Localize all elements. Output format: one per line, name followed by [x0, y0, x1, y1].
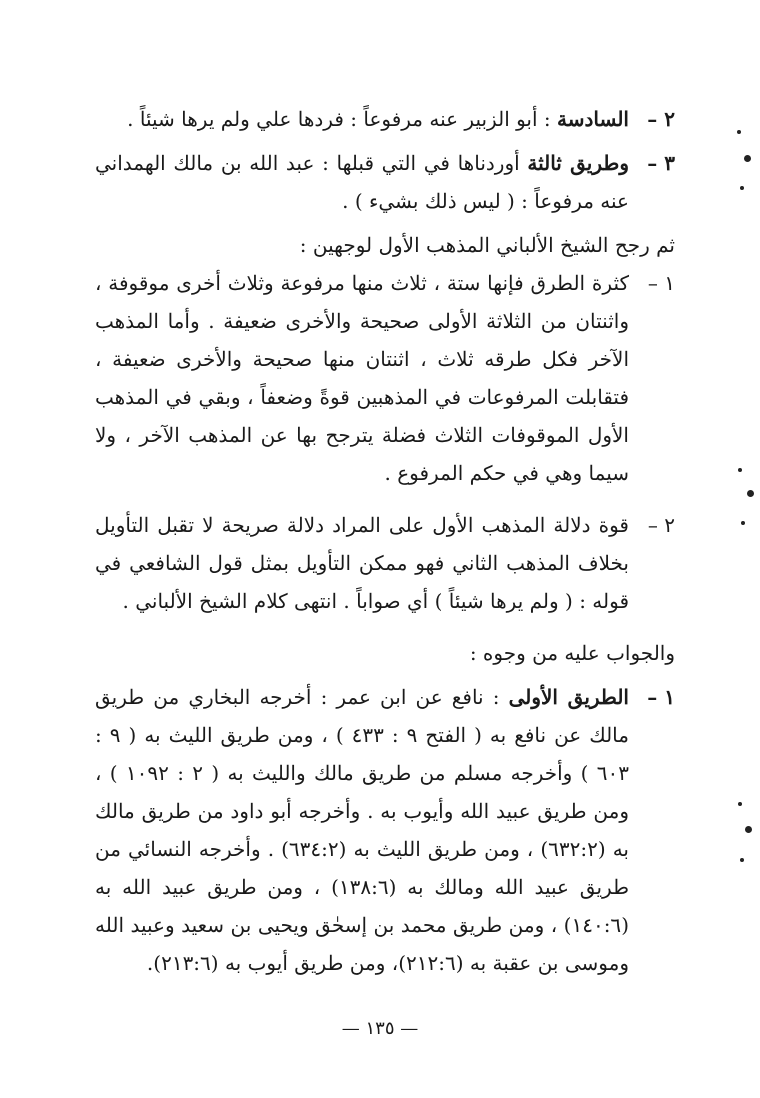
scan-mark — [737, 130, 741, 134]
item-number: ١ – — [647, 271, 675, 295]
item-number: ٢ – — [647, 513, 675, 537]
list-item — [95, 144, 675, 220]
item-number: ٣ – — [647, 151, 675, 175]
scan-mark — [740, 858, 744, 862]
scan-mark — [745, 826, 752, 833]
item-keyword: الطريق الأولى — [508, 685, 629, 709]
answer-intro: والجواب عليه من وجوه : — [469, 641, 675, 665]
scan-mark — [741, 521, 745, 525]
scan-mark — [747, 490, 754, 497]
list-item — [95, 264, 675, 492]
scan-mark — [744, 155, 751, 162]
list-item — [95, 506, 675, 620]
item-body — [95, 678, 629, 982]
page-text — [95, 100, 675, 982]
scan-mark — [738, 468, 742, 472]
item-number: ٢ – — [647, 107, 675, 131]
list-item — [95, 100, 675, 138]
item-body — [95, 100, 629, 138]
scan-mark — [738, 802, 742, 806]
item-text: قوة دلالة المذهب الأول على المراد دلالة صريحة لا تقبل التأويل بخلاف المذهب الثاني فهو ممكن التأويل بمثل قول الشافعي في قوله : ( ولم يرها شيئاً ) أي صواباً . انتهى كلام الشيخ الألباني . — [95, 513, 629, 613]
item-body — [95, 144, 629, 220]
item-text: أوردناها في التي قبلها : عبد الله بن مالك الهمداني عنه مرفوعاً : ( ليس ذلك بشيء ) . — [95, 151, 629, 213]
item-text: : نافع عن ابن عمر : أخرجه البخاري من طريق مالك عن نافع به ( الفتح ٩ : ٤٣٣ ) ، ومن طريق الليث به ( ٩ : ٦٠٣ ) وأخرجه مسلم من طريق مالك والليث به ( ٢ : ١٠٩٢ ) ، ومن طريق عبيد الله وأيوب به . وأخرجه أبو داود من طريق مالك به (٦٣٢:٢) ، ومن طريق الليث به (٦٣٤:٢) . وأخرجه النسائي من طريق عبيد الله ومالك به (١٣٨:٦) ، ومن طريق عبيد الله به (١٤٠:٦) ، ومن طريق محمد بن إسحٰق ويحيى بن سعيد وعبيد الله وموسى بن عقبة به (٢١٢:٦)، ومن طريق أيوب به (٢١٣:٦). — [95, 685, 630, 975]
page-number: — ١٣٥ — — [341, 1018, 419, 1039]
item-keyword: السادسة — [557, 107, 629, 131]
item-text: : أبو الزبير عنه مرفوعاً : فردها علي ولم يرها شيئاً . — [127, 107, 558, 131]
item-number: ١ – — [647, 685, 675, 709]
item-text: كثرة الطرق فإنها ستة ، ثلاث منها مرفوعة وثلاث أخرى موقوفة ، واثنتان من الثلاثة الأولى صحيحة والأخرى ضعيفة . وأما المذهب الآخر فكل طرقه ثلاث ، اثنتان منها صحيحة والأخرى ضعيفة ، فتقابلت المرفوعات في المذهبين قوةً وضعفاً ، وبقي في المذهب الأول الموقوفات الثلاث فضلة يترجح بها عن المذهب الآخر ، ولا سيما وهي في حكم المرفوع . — [95, 271, 629, 485]
item-keyword: وطريق ثالثة — [527, 151, 629, 175]
scan-mark — [740, 186, 744, 190]
list-item — [95, 678, 675, 982]
intro-paragraph: ثم رجح الشيخ الألباني المذهب الأول لوجهين : — [299, 233, 675, 257]
